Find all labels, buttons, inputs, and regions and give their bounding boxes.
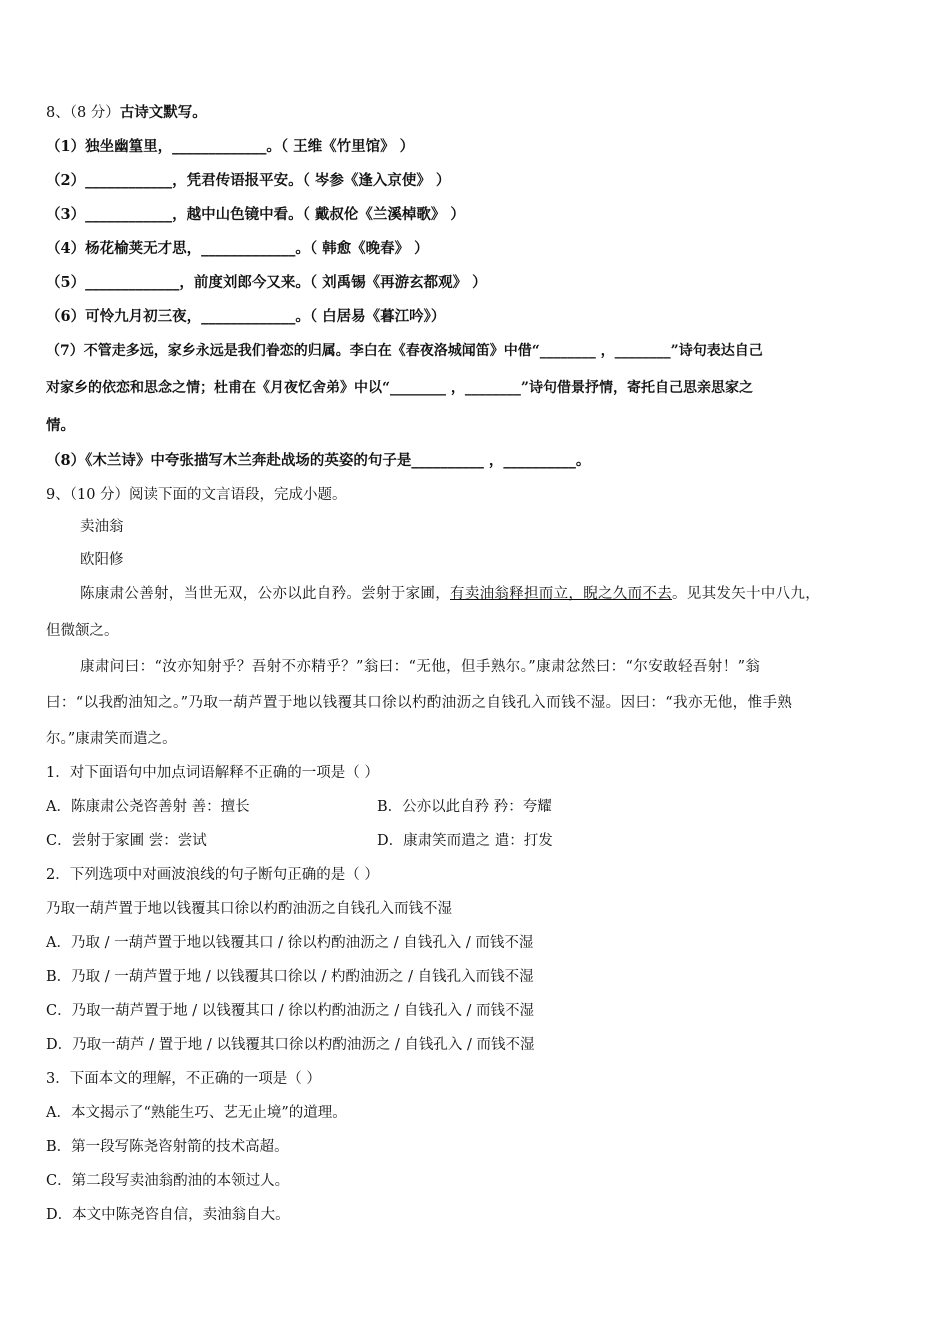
sq2-sentence: 乃取一葫芦置于地以钱覆其口徐以杓酌油沥之自钱孔入而钱不湿 <box>46 901 452 917</box>
sq1-option-c: C．尝射于家圃 尝：尝试 <box>46 833 207 849</box>
q8-item-2: （2）____________，凭君传语报平安。（ 岑参《逢入京使》 ） <box>46 172 451 189</box>
sq3-option-b: B．第一段写陈尧咨射箭的技术高超。 <box>46 1139 289 1155</box>
q8-header <box>46 101 207 122</box>
sq1-stem: 1．对下面语句中加点词语解释不正确的一项是（ ） <box>46 765 379 781</box>
p1-text-a: 陈康肃公善射，当世无双，公亦以此自矜。尝射于家圃， <box>80 586 450 602</box>
q8-item-7-line-2: 对家乡的依恋和思念之情；杜甫在《月夜忆舍弟》中以“________ ，________”诗句借景抒情，寄托自己思亲思家之 <box>46 380 753 396</box>
passage-p1-line-1 <box>80 582 820 603</box>
q8-item-4: （4）杨花榆荚无才思，_____________。（ 韩愈《晚春》 ） <box>46 240 429 257</box>
sq2-option-d: D．乃取一葫芦 / 置于地 / 以钱覆其口徐以杓酌油沥之 / 自钱孔入 / 而钱不湿 <box>46 1037 535 1053</box>
q8-item-7-line-3: 情。 <box>46 417 75 434</box>
q8-item-6: （6）可怜九月初三夜，_____________。（ 白居易《暮江吟》） <box>46 308 446 325</box>
q8-item-1: （1）独坐幽篁里，_____________。（ 王维《竹里馆》 ） <box>46 138 415 155</box>
q8-item-3: （3）____________，越中山色镜中看。（ 戴叔伦《兰溪棹歌》 ） <box>46 206 465 223</box>
passage-p2-line-3: 尔。”康肃笑而遣之。 <box>46 731 177 747</box>
q8-item-7-line-1: （7）不管走多远，家乡永远是我们眷恋的归属。李白在《春夜洛城闻笛》中借“________ ，________”诗句表达自己 <box>46 343 763 359</box>
q8-number: 8、（8 分） <box>46 105 120 121</box>
sq2-option-b: B．乃取 / 一葫芦置于地 / 以钱覆其口徐以 / 杓酌油沥之 / 自钱孔入而钱不湿 <box>46 969 534 985</box>
sq1-option-d: D．康肃笑而遣之 遣：打发 <box>377 833 553 849</box>
sq3-option-a: A．本文揭示了“熟能生巧、艺无止境”的道理。 <box>46 1105 347 1121</box>
q8-title: 古诗文默写。 <box>119 104 207 121</box>
sq2-option-c: C．乃取一葫芦置于地 / 以钱覆其口 / 徐以杓酌油沥之 / 自钱孔入 / 而钱不湿 <box>46 1003 535 1019</box>
passage-title: 卖油翁 <box>80 519 124 535</box>
sq1-option-b: B．公亦以此自矜 矜：夸耀 <box>377 799 552 815</box>
passage-p2-line-2: 曰：“以我酌油知之。”乃取一葫芦置于地以钱覆其口徐以杓酌油沥之自钱孔入而钱不湿。因曰：“我亦无他，惟手熟 <box>46 695 793 711</box>
sq3-option-c: C．第二段写卖油翁酌油的本领过人。 <box>46 1173 290 1189</box>
passage-author: 欧阳修 <box>80 552 124 568</box>
passage-p1-line-2: 但微颔之。 <box>46 623 119 639</box>
passage-p2-line-1: 康肃问曰：“汝亦知射乎？吾射不亦精乎？”翁曰：“无他，但手熟尔。”康肃忿然曰：“尔安敢轻吾射！”翁 <box>80 659 761 675</box>
q9-header: 9、（10 分）阅读下面的文言语段，完成小题。 <box>46 487 347 503</box>
sq2-option-a: A．乃取 / 一葫芦置于地以钱覆其口 / 徐以杓酌油沥之 / 自钱孔入 / 而钱不湿 <box>46 935 534 951</box>
sq3-stem: 3．下面本文的理解，不正确的一项是（ ） <box>46 1071 321 1087</box>
sq3-option-d: D．本文中陈尧咨自信，卖油翁自大。 <box>46 1207 290 1223</box>
q8-item-5: （5）_____________，前度刘郎今又来。（ 刘禹锡《再游玄都观》 ） <box>46 274 487 291</box>
q8-item-8: （8）《木兰诗》中夸张描写木兰奔赴战场的英姿的句子是__________ ，__________。 <box>46 452 591 469</box>
p1-underlined-sentence: 有卖油翁释担而立，睨之久而不去 <box>450 586 672 602</box>
p1-text-b: 。见其发矢十中八九， <box>672 586 820 602</box>
sq2-stem: 2．下列选项中对画波浪线的句子断句正确的是（ ） <box>46 867 379 883</box>
sq1-option-a: A．陈康肃公尧咨善射 善：擅长 <box>46 799 250 815</box>
